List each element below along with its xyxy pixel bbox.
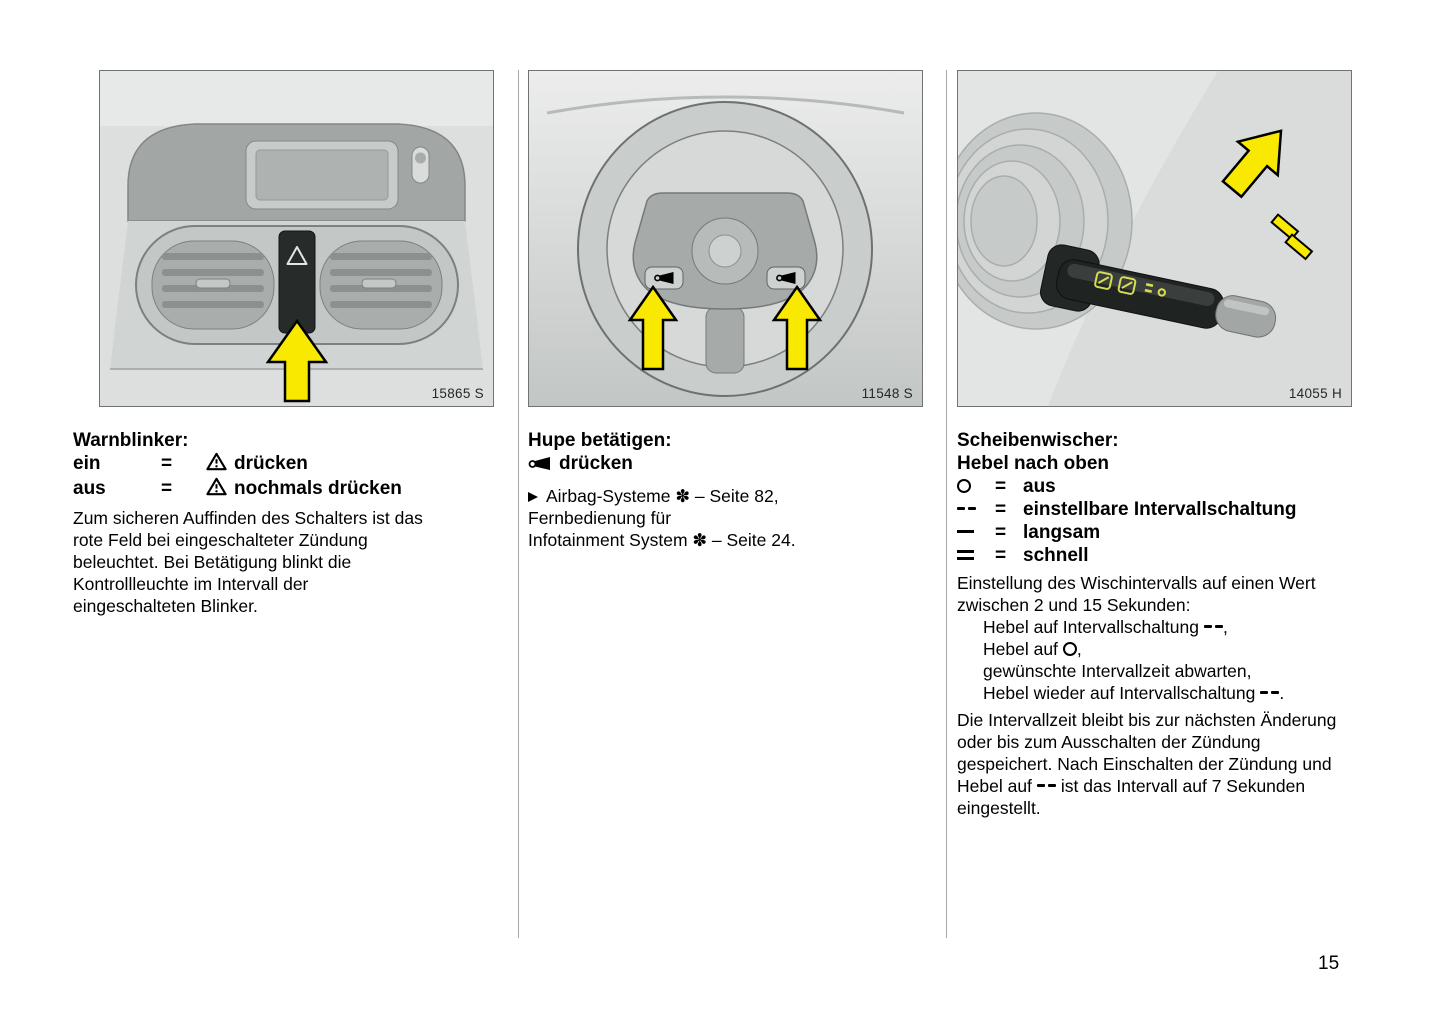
interval-outro xyxy=(957,709,1351,819)
figure-wiper-stalk xyxy=(957,70,1352,407)
section-subheading: Hebel nach oben xyxy=(957,453,1110,474)
legend-label: einstellbare Intervallschaltung xyxy=(1023,499,1297,520)
def-desc: drücken xyxy=(234,453,308,474)
figure-code: 11548 S xyxy=(861,386,913,401)
legend-row-slow xyxy=(957,521,1357,544)
step-line xyxy=(983,660,1357,682)
column-horn xyxy=(528,70,930,551)
column-hazard-lights xyxy=(73,70,495,617)
body-paragraph: Zum sicheren Auffinden des Schalters ist das rote Feld bei eingeschalteter Zündung beleuchtet. Bei Betätigung blinkt die Kontrollleuchte im Intervall der eingeschalteten Blinker. xyxy=(73,508,423,616)
reference-line xyxy=(528,485,930,507)
legend-equals: = xyxy=(995,522,1007,543)
legend-row-fast xyxy=(957,544,1357,567)
def-equals: = xyxy=(161,453,173,474)
reference-line: Infotainment System ✽ – Seite 24. xyxy=(528,530,796,550)
legend-label: langsam xyxy=(1023,522,1101,543)
step-text: Hebel wieder auf Intervallschaltung xyxy=(983,683,1256,703)
section-heading: Hupe betätigen: xyxy=(528,430,672,451)
figure-steering-wheel xyxy=(528,70,923,407)
interval-double-dash-icon xyxy=(957,498,995,521)
wiper-off-circle-icon xyxy=(1063,642,1077,656)
step-line xyxy=(983,638,1357,660)
step-text: Hebel auf Intervallschaltung xyxy=(983,617,1199,637)
fast-double-line-icon xyxy=(957,544,995,567)
horn-action-row xyxy=(528,452,930,477)
column-divider xyxy=(946,70,947,938)
horn-action-label: drücken xyxy=(559,453,633,474)
step-punct: , xyxy=(1222,617,1228,637)
figure-code: 14055 H xyxy=(1288,386,1342,401)
reference-text: Airbag-Systeme ✽ – Seite 82, xyxy=(546,486,779,506)
figure-hazard-switch xyxy=(99,70,494,407)
column-divider xyxy=(518,70,519,938)
step-punct: , xyxy=(1076,639,1082,659)
legend-equals: = xyxy=(995,499,1007,520)
step-line xyxy=(983,682,1357,704)
steering-wheel-illustration xyxy=(529,71,922,406)
interval-intro: Einstellung des Wischintervalls auf einen Wert zwischen 2 und 15 Sekunden: xyxy=(957,573,1316,615)
legend-label: schnell xyxy=(1023,545,1089,566)
interval-double-dash-icon xyxy=(1037,776,1056,796)
def-equals: = xyxy=(161,478,173,499)
interval-double-dash-icon xyxy=(1204,617,1223,637)
wiper-text xyxy=(957,429,1357,819)
legend-equals: = xyxy=(995,476,1007,497)
hazard-warning-triangle-icon xyxy=(206,477,227,502)
section-heading: Scheibenwischer: xyxy=(957,430,1119,451)
step-text: gewünschte Intervallzeit abwarten, xyxy=(983,661,1252,681)
definition-row-on xyxy=(73,452,495,477)
section-heading: Warnblinker: xyxy=(73,430,189,451)
def-term: ein xyxy=(73,453,101,474)
step-text: Hebel auf xyxy=(983,639,1058,659)
def-term: aus xyxy=(73,478,106,499)
column-windscreen-wipers xyxy=(957,70,1357,819)
legend-label: aus xyxy=(1023,476,1056,497)
outro-text: ist das Intervall auf 7 Sekunden eingestellt. xyxy=(957,776,1306,818)
step-line xyxy=(983,616,1357,638)
reference-block xyxy=(528,485,930,551)
interval-steps xyxy=(957,616,1357,704)
hazard-lights-text xyxy=(73,429,495,617)
horn-icon xyxy=(528,454,552,477)
def-desc: nochmals drücken xyxy=(234,478,402,499)
page-number: 15 xyxy=(1318,953,1340,974)
dashboard-illustration xyxy=(100,71,493,406)
reference-arrow-icon xyxy=(528,492,538,502)
legend-row-off xyxy=(957,475,1357,498)
slow-single-line-icon xyxy=(957,521,995,544)
horn-text xyxy=(528,429,930,551)
outro-text: Die Intervallzeit bleibt bis zur nächsten Änderung oder bis zum Ausschalten der Zündung gespeichert. Nach Einschalten der Zündung und Hebel auf xyxy=(957,710,1337,796)
reference-line: Fernbedienung für xyxy=(528,508,672,528)
hazard-warning-triangle-icon xyxy=(206,452,227,477)
wiper-off-circle-icon xyxy=(957,475,995,498)
figure-code: 15865 S xyxy=(431,386,484,401)
legend-equals: = xyxy=(995,545,1007,566)
legend-row-interval xyxy=(957,498,1357,521)
wiper-stalk-illustration xyxy=(958,71,1351,406)
step-punct: . xyxy=(1279,683,1285,703)
interval-double-dash-icon xyxy=(1260,683,1279,703)
definition-row-off xyxy=(73,477,495,502)
